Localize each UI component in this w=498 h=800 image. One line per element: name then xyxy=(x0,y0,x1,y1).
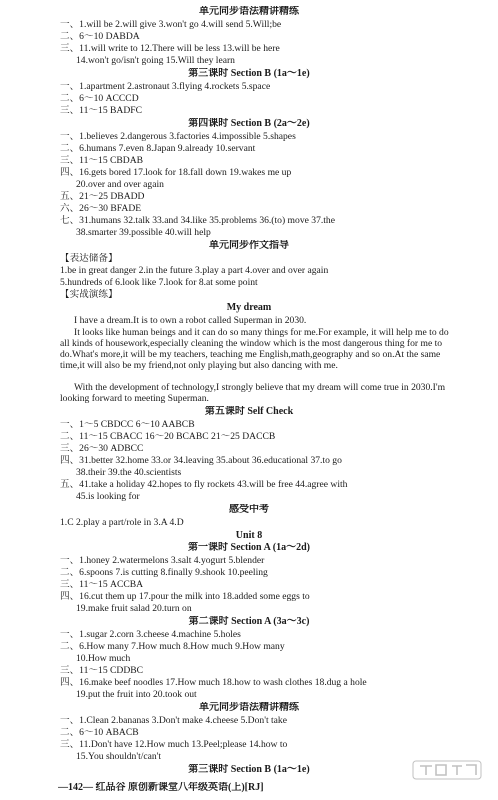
answer-line: 二、6.How many 7.How much 8.How much 9.How many xyxy=(60,641,285,652)
answer-line: 【表达储备】 xyxy=(60,253,118,264)
answer-line: 19.put the fruit into 20.took out xyxy=(76,689,197,700)
section-heading: 第三课时 Section B (1a～1e) xyxy=(188,68,310,79)
section-heading: 单元同步作文指导 xyxy=(209,240,289,251)
answer-line: 38.smarter 39.possible 40.will help xyxy=(76,227,211,238)
answer-line: 20.over and over again xyxy=(76,179,164,190)
answer-line: 一、1.will be 2.will give 3.won't go 4.will send 5.Will;be xyxy=(60,19,282,30)
answer-line: 一、1.Clean 2.bananas 3.Don't make 4.cheese 5.Don't take xyxy=(60,715,287,726)
answer-line: 七、31.humans 32.talk 33.and 34.like 35.problems 36.(to) move 37.the xyxy=(60,215,335,226)
section-heading: My dream xyxy=(226,302,272,313)
answer-line: 38.their 39.the 40.scientists xyxy=(76,467,182,478)
section-heading: 第二课时 Section A (3a～3c) xyxy=(188,616,310,627)
answer-line: 一、1.sugar 2.corn 3.cheese 4.machine 5.holes xyxy=(60,629,241,640)
answer-line: 三、11～15 CBDAB xyxy=(60,155,144,166)
answer-line: 14.won't go/isn't going 15.Will they learn xyxy=(76,55,235,66)
answer-line: 一、1.apartment 2.astronaut 3.flying 4.rockets 5.space xyxy=(60,81,271,92)
answer-line: 【实战演练】 xyxy=(60,289,118,300)
section-heading: 第一课时 Section A (1a～2d) xyxy=(188,542,310,553)
section-heading: 单元同步语法精讲精练 xyxy=(199,702,299,713)
answer-line: 19.make fruit salad 20.turn on xyxy=(76,603,192,614)
answer-line: 三、11～15 ACCBA xyxy=(60,579,144,590)
section-heading: 感受中考 xyxy=(229,504,269,515)
answer-line: 1.C 2.play a part/role in 3.A 4.D xyxy=(60,517,184,528)
answer-line: 15.You shouldn't/can't xyxy=(76,751,162,762)
answer-line: 三、11.will write to 12.There will be less 13.will be here xyxy=(60,43,280,54)
answer-line: 三、26～30 ADBCC xyxy=(60,443,144,454)
answer-line: 五、21～25 DBADD xyxy=(60,191,145,202)
answer-line: 二、6～10 DABDA xyxy=(60,31,140,42)
answer-line: 二、6.humans 7.even 8.Japan 9.already 10.servant xyxy=(60,143,256,154)
answer-line: 10.How much xyxy=(76,653,131,664)
answer-line: 一、1.honey 2.watermelons 3.salt 4.yogurt 5.blender xyxy=(60,555,265,566)
answer-line: 四、31.better 32.home 33.or 34.leaving 35.about 36.educational 37.to go xyxy=(60,455,342,466)
answer-line: 二、11～15 CBACC 16～20 BCABC 21～25 DACCB xyxy=(60,431,276,442)
answer-line: 一、1～5 CBDCC 6～10 AABCB xyxy=(60,419,195,430)
answer-line: 5.hundreds of 6.look like 7.look for 8.at some point xyxy=(60,277,258,288)
section-heading: 单元同步语法精讲精练 xyxy=(199,6,299,17)
answer-line: 五、41.take a holiday 42.hopes to fly rockets 43.will be free 44.agree with xyxy=(60,479,348,490)
answer-line: 45.is looking for xyxy=(76,491,140,502)
answer-line: 1.be in great danger 2.in the future 3.play a part 4.over and over again xyxy=(60,265,329,276)
page-footer: —142— 红品谷 原创新课堂八年级英语(上)[RJ] xyxy=(58,782,264,793)
section-heading: 第五课时 Self Check xyxy=(204,406,294,417)
answer-line: 二、6～10 ACCCD xyxy=(60,93,139,104)
section-heading: Unit 8 xyxy=(235,530,263,541)
essay-paragraph: With the development of technology,I strongly believe that my dream will come true in 2030.I'm looking forward to meeting Superman. xyxy=(60,382,446,404)
section-heading: 第四课时 Section B (2a～2e) xyxy=(188,118,310,129)
answer-line: 六、26～30 BFADE xyxy=(60,203,142,214)
section-heading: 第三课时 Section B (1a～1e) xyxy=(188,764,310,775)
answer-line-hidden xyxy=(60,0,460,11)
answer-line: 一、1.believes 2.dangerous 3.factories 4.impossible 5.shapes xyxy=(60,131,296,142)
answer-line: 二、6～10 ABACB xyxy=(60,727,139,738)
answer-line: 四、16.make beef noodles 17.How much 18.how to wash clothes 18.dug a hole xyxy=(60,677,367,688)
essay-paragraph: It looks like human beings and it can do so many things for me.For example, it will help me to do all kinds of housework,especially cleaning the window which is the most dangerous thing for me to do.What's more,it will be my teachers, teaching me English,math,geography and so on.At the same time,it will also be my friend,not only playing but also dancing with me. xyxy=(60,327,449,371)
answer-line: 二、6.spoons 7.is cutting 8.finally 9.shook 10.peeling xyxy=(60,567,268,578)
answer-line: 三、11～15 BADFC xyxy=(60,105,143,116)
answer-line: 三、11～15 CDDBC xyxy=(60,665,144,676)
watermark-logo-icon xyxy=(412,760,482,780)
answer-line: 四、16.gets bored 17.look for 18.fall down 19.wakes me up xyxy=(60,167,292,178)
essay-paragraph: I have a dream.It is to own a robot called Superman in 2030. xyxy=(74,315,307,326)
answer-line: 四、16.cut them up 17.pour the milk into 18.added some eggs to xyxy=(60,591,310,602)
answer-line: 三、11.Don't have 12.How much 13.Peel;please 14.how to xyxy=(60,739,288,750)
watermark-stamp xyxy=(402,760,492,794)
